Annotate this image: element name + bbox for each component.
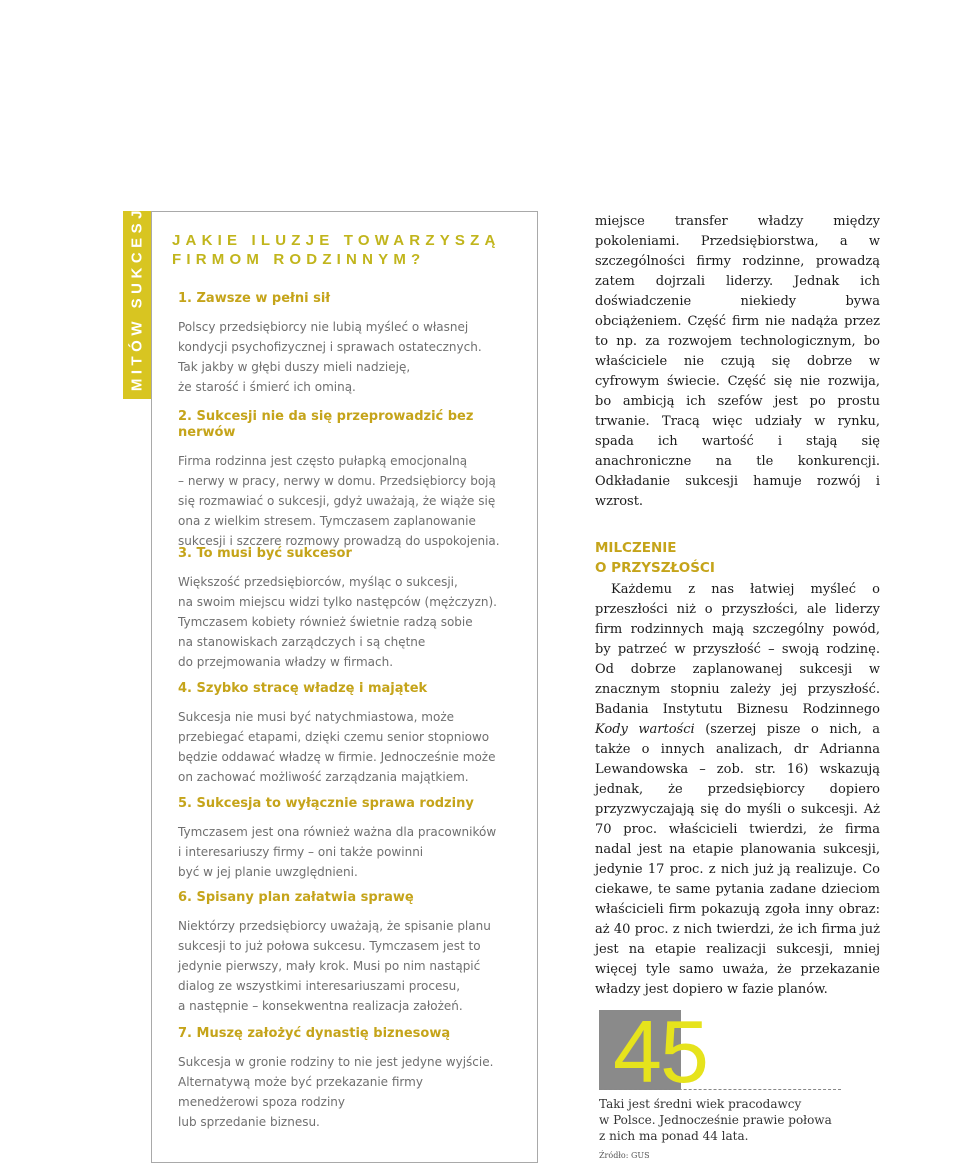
myth-text: Polscy przedsiębiorcy nie lubią myśleć o własnej kondycji psychofizycznej i sprawach ostatecznych. Tak jakby w głębi duszy mieli nadzieję, że starość i śmierć ich ominą. — [178, 320, 482, 394]
side-tab-label: 7 MITÓW SUKCESJI — [128, 197, 146, 413]
side-tab — [123, 197, 151, 413]
myth-item — [178, 681, 530, 787]
myth-text: Tymczasem jest ona również ważna dla pracowników i interesariuszy firmy – oni także powinni być w jej planie uwzględnieni. — [178, 825, 497, 879]
article-subheading: MILCZENIE O PRZYSZŁOŚCI — [595, 540, 715, 576]
article-text: Każdemu z nas łatwiej myśleć o przeszłości niż o przyszłości, ale liderzy firm rodzinnych mają szczególny powód, by patrzeć w przyszłość – swoją rodzinę. Od dobrze zaplanowanej sukcesji w znacznym stopniu zależy jej przyszłość. Badania Instytutu Biznesu Rodzinnego — [595, 582, 880, 717]
myth-item — [178, 291, 530, 397]
myth-heading: 2. Sukcesji nie da się przeprowadzić bez nerwów — [178, 409, 474, 440]
myth-text: Sukcesja nie musi być natychmiastowa, może przebiegać etapami, dzięki czemu senior stopniowo będzie oddawać władzę w firmie. Jednocześnie może on zachować możliwość zarządzania majątkiem. — [178, 710, 496, 784]
stat-source: Źródło: GUS — [599, 1151, 650, 1160]
myth-heading: 1. Zawsze w pełni sił — [178, 291, 331, 306]
article-paragraph — [595, 580, 880, 1000]
article-text: (szerzej pisze o nich, a także o innych analizach, dr Adrianna Lewandowska – zob. str. 16) wskazują jednak, że przedsiębiorcy dopiero przyzwyczajają się do myśli o sukcesji. Aż 70 proc. właścicieli twierdzi, że firma nadal jest na etapie planowania sukcesji, jedynie 17 proc. z nich już ją realizuje. Co ciekawe, te same pytania zadane dzieciom właścicieli firm pokazują zgoła inny obraz: aż 40 proc. z nich twierdzi, że ich firma już jest na etapie realizacji sukcesji, mniej więcej tyle samo uważa, że przekazanie władzy jest dopiero w fazie planów. — [595, 722, 880, 997]
box-title: JAKIE ILUZJE TOWARZYSZĄ FIRMOM RODZINNYM? — [172, 232, 501, 268]
myth-item — [178, 409, 530, 551]
myth-text: Większość przedsiębiorców, myśląc o sukcesji, na swoim miejscu widzi tylko następców (mężczyzn). Tymczasem kobiety również świetnie radzą sobie na stanowiskach zarządczych i są chętne do przejmowania władzy w firmach. — [178, 575, 497, 669]
stat-number: 45 — [613, 1002, 707, 1101]
myth-heading: 7. Muszę założyć dynastię biznesową — [178, 1026, 451, 1041]
article-column — [595, 212, 880, 1000]
stat-caption: Taki jest średni wiek pracodawcy w Polsce. Jednocześnie prawie połowa z nich ma ponad 44 lata. — [599, 1097, 832, 1143]
myth-heading: 5. Sukcesja to wyłącznie sprawa rodziny — [178, 796, 474, 811]
article-italic-title: Kody wartości — [595, 722, 695, 737]
divider — [599, 1089, 841, 1090]
myth-text: Sukcesja w gronie rodziny to nie jest jedyne wyjście. Alternatywą może być przekazanie firmy menedżerowi spoza rodziny lub sprzedanie biznesu. — [178, 1055, 494, 1129]
myth-item — [178, 1026, 530, 1132]
myth-item — [178, 546, 530, 672]
myth-item — [178, 796, 530, 882]
article-paragraph: miejsce transfer władzy między pokoleniami. Przedsiębiorstwa, a w szczególności firmy rodzinne, prowadzą zatem dojrzali liderzy. Jednak ich doświadczenie niekiedy bywa obciążeniem. Część firm nie nadąża przez to np. za rozwojem technologicznym, bo właściciele nie czują się dobrze w cyfrowym świecie. Część się nie rozwija, bo ambicją ich szefów jest po prostu trwanie. Tracą więc udziały w rynku, spada ich wartość i stają się anachroniczne na tle konkurencji. Odkładanie sukcesji hamuje rozwój i wzrost. — [595, 214, 880, 509]
myth-text: Firma rodzinna jest często pułapką emocjonalną – nerwy w pracy, nerwy w domu. Przedsiębiorcy boją się rozmawiać o sukcesji, gdyż uważają, że wiąże się ona z wielkim stresem. Tymczasem zaplanowanie sukcesji i szczere rozmowy prowadzą do uspokojenia. — [178, 454, 500, 548]
myth-text: Niektórzy przedsiębiorcy uważają, że spisanie planu sukcesji to już połowa sukcesu. Tymczasem jest to jedynie pierwszy, mały krok. Musi po nim nastąpić dialog ze wszystkimi interesariuszami procesu, a następnie – konsekwentna realizacja założeń. — [178, 919, 491, 1013]
myth-heading: 6. Spisany plan załatwia sprawę — [178, 890, 414, 905]
myth-heading: 3. To musi być sukcesor — [178, 546, 352, 561]
myth-heading: 4. Szybko stracę władzę i majątek — [178, 681, 428, 696]
myth-item — [178, 890, 530, 1016]
